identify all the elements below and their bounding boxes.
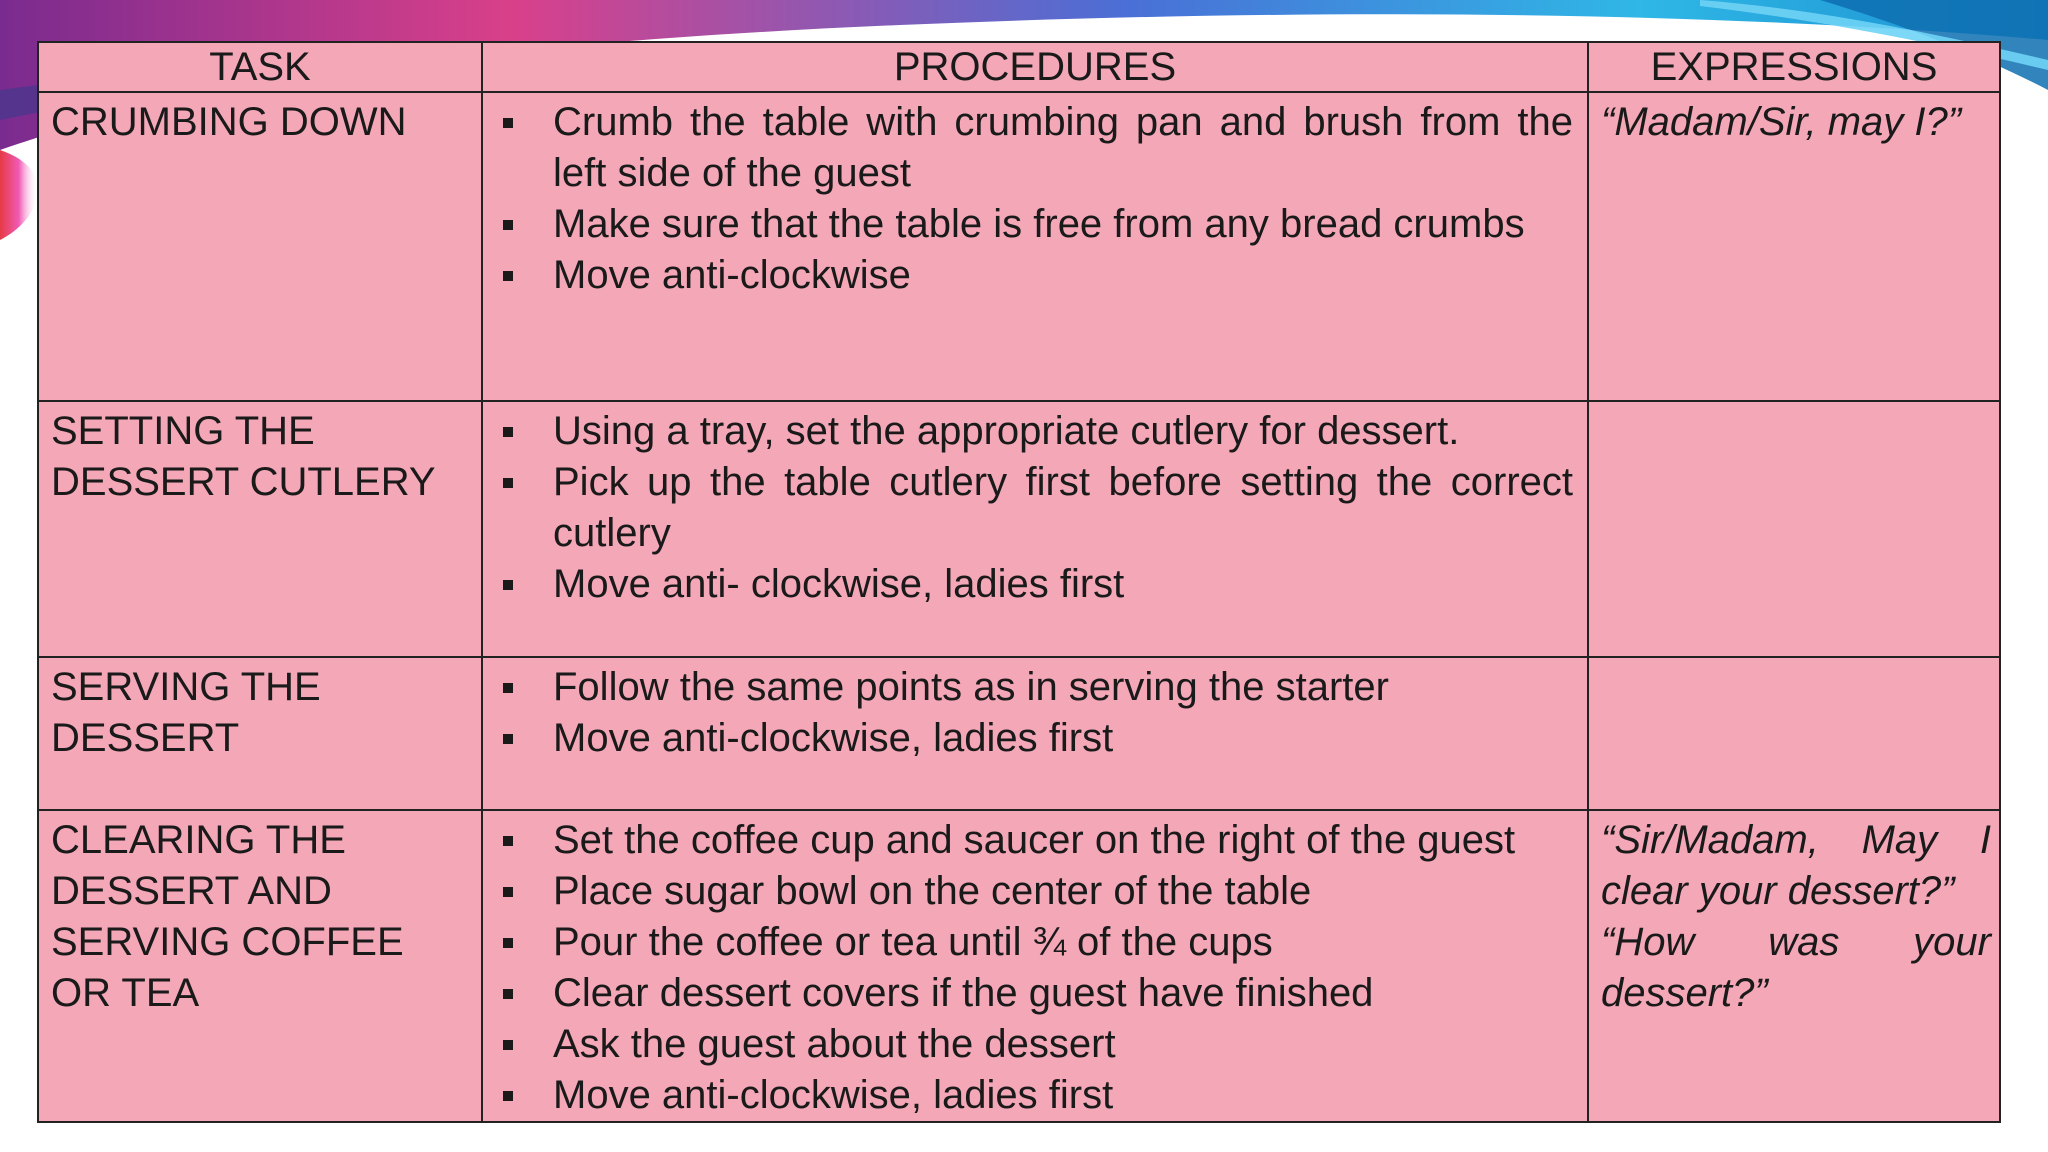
procedure-text: Move anti-clockwise, ladies first [553,1073,1114,1117]
expressions-cell [1588,810,2000,1122]
procedure-list [491,406,1573,610]
procedure-item [491,866,1573,917]
square-bullet-icon [503,887,513,897]
procedure-item [491,457,1573,559]
header-expressions: EXPRESSIONS [1588,42,2000,92]
task-cell: CRUMBING DOWN [38,92,482,401]
expression-text: “Madam/Sir, may I?” [1601,100,1962,144]
procedure-text: Make sure that the table is free from any bread crumbs [553,202,1525,246]
procedure-text: Move anti- clockwise, ladies first [553,562,1125,606]
task-cell: SERVING THE DESSERT [38,657,482,810]
procedure-text: Crumb the table with crumbing pan and brush from the left side of the guest [553,100,1573,195]
procedure-text: Clear dessert covers if the guest have finished [553,971,1374,1015]
procedure-text: Set the coffee cup and saucer on the right of the guest [553,818,1516,862]
procedure-item [491,917,1573,968]
table-row [38,401,2000,657]
procedure-item [491,1070,1573,1121]
square-bullet-icon [503,683,513,693]
square-bullet-icon [503,938,513,948]
procedure-item [491,250,1573,301]
service-procedure-table [37,41,2001,1123]
procedure-text: Ask the guest about the dessert [553,1022,1116,1066]
square-bullet-icon [503,1040,513,1050]
procedure-list [491,662,1573,764]
square-bullet-icon [503,836,513,846]
procedure-text: Using a tray, set the appropriate cutlery for dessert. [553,409,1460,453]
procedure-item [491,968,1573,1019]
procedure-text: Pour the coffee or tea until ¾ of the cups [553,920,1273,964]
header-procedures: PROCEDURES [482,42,1588,92]
table-row [38,657,2000,810]
table-row [38,810,2000,1122]
procedure-text: Place sugar bowl on the center of the table [553,869,1312,913]
procedures-cell [482,401,1588,657]
expressions-cell [1588,401,2000,657]
procedure-item [491,662,1573,713]
procedure-list [491,815,1573,1121]
expressions-cell [1588,657,2000,810]
table-header-row [38,42,2000,92]
procedure-text: Move anti-clockwise [553,253,911,297]
procedures-cell [482,92,1588,401]
task-cell: CLEARING THE DESSERT AND SERVING COFFEE OR TEA [38,810,482,1122]
procedure-item [491,97,1573,199]
square-bullet-icon [503,478,513,488]
procedure-item [491,559,1573,610]
procedure-item [491,815,1573,866]
square-bullet-icon [503,220,513,230]
expression-text: “Sir/Madam, May I clear your dessert?” [1601,818,1991,913]
procedure-item [491,713,1573,764]
procedure-item [491,199,1573,250]
procedure-text: Move anti-clockwise, ladies first [553,716,1114,760]
square-bullet-icon [503,118,513,128]
procedures-cell [482,810,1588,1122]
square-bullet-icon [503,1091,513,1101]
square-bullet-icon [503,427,513,437]
table-row [38,92,2000,401]
procedure-item [491,1019,1573,1070]
square-bullet-icon [503,580,513,590]
procedure-text: Follow the same points as in serving the starter [553,665,1389,709]
expression-text: “How was your dessert?” [1601,920,1991,1015]
procedure-list [491,97,1573,301]
expressions-cell [1588,92,2000,401]
header-task: TASK [38,42,482,92]
square-bullet-icon [503,271,513,281]
square-bullet-icon [503,989,513,999]
procedures-cell [482,657,1588,810]
task-cell: SETTING THE DESSERT CUTLERY [38,401,482,657]
square-bullet-icon [503,734,513,744]
procedure-text: Pick up the table cutlery first before setting the correct cutlery [553,460,1573,555]
procedure-item [491,406,1573,457]
